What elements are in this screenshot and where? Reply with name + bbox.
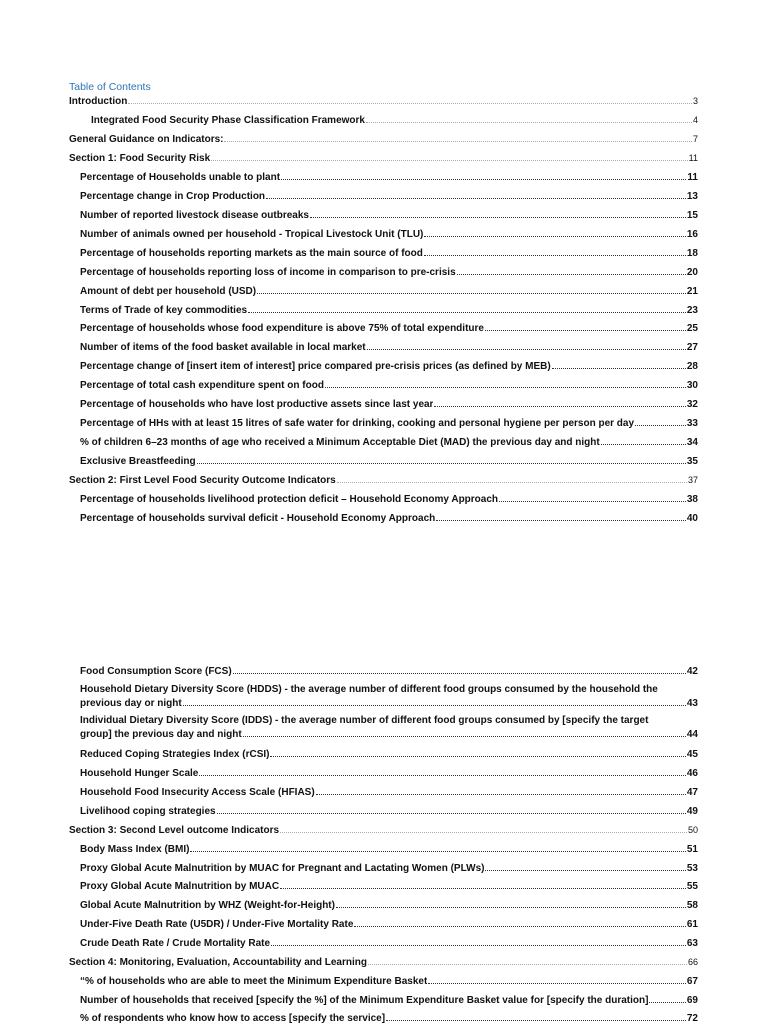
toc-entry[interactable] <box>80 861 698 875</box>
toc-entry[interactable] <box>80 936 698 950</box>
toc-entry-page: 72 <box>686 1013 698 1024</box>
toc-entry-page: 50 <box>687 825 698 835</box>
toc-entry-title: % of children 6–23 months of age who received a Minimum Acceptable Diet (MAD) the previous day and night <box>80 437 600 448</box>
toc-entry-page: 40 <box>686 513 698 524</box>
toc-entry[interactable] <box>80 340 698 354</box>
toc-entry[interactable] <box>80 492 698 506</box>
dot-leader <box>325 378 686 388</box>
dot-leader <box>424 246 686 256</box>
toc-entry-page: 66 <box>687 957 698 967</box>
toc-entry[interactable] <box>80 303 698 317</box>
toc-entry-title: Proxy Global Acute Malnutrition by MUAC <box>80 881 280 892</box>
toc-entry-title: Terms of Trade of key commodities <box>80 305 248 316</box>
toc-entry-title: Percentage of households whose food expenditure is above 75% of total expenditure <box>80 323 484 334</box>
toc-entry[interactable] <box>80 359 698 373</box>
dot-leader <box>190 842 685 852</box>
dot-leader <box>211 151 688 161</box>
toc-entry[interactable] <box>80 766 698 780</box>
toc-entry[interactable] <box>80 246 698 260</box>
dot-leader <box>368 955 687 965</box>
dot-leader <box>428 974 686 984</box>
toc-entry-hdds[interactable] <box>80 683 698 710</box>
dot-leader <box>337 473 687 483</box>
toc-entry-title: Number of items of the food basket available in local market <box>80 342 366 353</box>
dot-leader <box>601 435 686 445</box>
toc-entry-page: 63 <box>686 938 698 949</box>
toc-entry-section-4[interactable] <box>69 955 698 969</box>
toc-entry-page: 28 <box>686 361 698 372</box>
toc-entry-page: 53 <box>686 863 698 874</box>
toc-entry-page: 46 <box>686 768 698 779</box>
dot-leader <box>280 823 687 833</box>
dot-leader <box>366 113 692 123</box>
toc-entry[interactable] <box>80 189 698 203</box>
toc-entry[interactable] <box>80 170 698 184</box>
toc-entry[interactable] <box>80 842 698 856</box>
dot-leader <box>243 727 686 737</box>
toc-entry-title: Section 3: Second Level outcome Indicators <box>69 825 280 836</box>
dot-leader <box>552 359 686 369</box>
toc-entry-section-3[interactable] <box>69 823 698 837</box>
toc-heading: Table of Contents <box>69 81 151 93</box>
toc-entry[interactable] <box>80 974 698 988</box>
toc-entry[interactable] <box>80 785 698 799</box>
toc-entry-title: Food Consumption Score (FCS) <box>80 666 232 677</box>
dot-leader <box>499 492 686 502</box>
toc-entry-page: 44 <box>686 729 698 740</box>
toc-entry-title: “% of households who are able to meet the Minimum Expenditure Basket <box>80 976 428 987</box>
toc-entry-title: Global Acute Malnutrition by WHZ (Weight-for-Height) <box>80 900 335 911</box>
toc-entry[interactable] <box>80 284 698 298</box>
toc-entry-title: Percentage of households survival deficit - Household Economy Approach <box>80 513 436 524</box>
dot-leader <box>436 511 686 521</box>
toc-entry[interactable] <box>80 378 698 392</box>
toc-entry[interactable] <box>80 397 698 411</box>
toc-entry-title: Exclusive Breastfeeding <box>80 456 196 467</box>
toc-entry-title: Livelihood coping strategies <box>80 806 216 817</box>
toc-entry[interactable] <box>80 664 698 678</box>
toc-entry-title: Number of animals owned per household - Tropical Livestock Unit (TLU) <box>80 229 424 240</box>
dot-leader <box>649 993 685 1003</box>
toc-entry[interactable] <box>80 917 698 931</box>
toc-entry-section-2[interactable] <box>69 473 698 487</box>
toc-entry-page: 11 <box>687 172 698 183</box>
dot-leader <box>280 879 686 889</box>
toc-entry-page: 45 <box>686 749 698 760</box>
toc-entry-page: 23 <box>686 305 698 316</box>
toc-entry[interactable] <box>80 227 698 241</box>
toc-entry-idds[interactable] <box>80 714 698 741</box>
toc-entry-title: Amount of debt per household (USD) <box>80 286 257 297</box>
toc-entry-page: 25 <box>686 323 698 334</box>
toc-entry[interactable] <box>80 747 698 761</box>
dot-leader <box>485 321 686 331</box>
toc-entry-page: 30 <box>686 380 698 391</box>
toc-entry-title: Percentage of households reporting loss of income in comparison to pre-crisis <box>80 267 456 278</box>
dot-leader <box>217 804 686 814</box>
toc-entry[interactable] <box>80 321 698 335</box>
toc-entry-title: Percentage of households reporting markets as the main source of food <box>80 248 423 259</box>
toc-entry-title: Section 2: First Level Food Security Outcome Indicators <box>69 475 336 486</box>
dot-leader <box>310 208 686 218</box>
toc-entry-introduction[interactable] <box>69 94 698 108</box>
toc-entry-page: 38 <box>686 494 698 505</box>
toc-entry-title-line1: Individual Dietary Diversity Score (IDDS) - the average number of different food groups consumed by [specify the target <box>80 715 649 726</box>
toc-entry-title: Household Food Insecurity Access Scale (HFIAS) <box>80 787 315 798</box>
dot-leader <box>257 284 686 294</box>
toc-entry-page: 3 <box>692 96 698 106</box>
toc-entry-page: 43 <box>686 698 698 709</box>
toc-entry-page: 7 <box>692 134 698 144</box>
toc-entry-page: 32 <box>686 399 698 410</box>
toc-entry-title: Percentage of households livelihood protection deficit – Household Economy Approach <box>80 494 499 505</box>
toc-entry-title: Household Hunger Scale <box>80 768 199 779</box>
toc-entry[interactable] <box>80 1011 698 1025</box>
toc-entry-page: 37 <box>687 475 698 485</box>
toc-entry[interactable] <box>80 416 698 430</box>
dot-leader <box>281 170 686 180</box>
toc-entry-title: Section 4: Monitoring, Evaluation, Accountability and Learning <box>69 957 367 968</box>
toc-entry-title: Crude Death Rate / Crude Mortality Rate <box>80 938 271 949</box>
toc-entry-title: Percentage change of [insert item of interest] price compared pre-crisis prices (as defined by MEB) <box>80 361 551 372</box>
toc-entry-title: Percentage change in Crop Production <box>80 191 266 202</box>
toc-entry-title-line2: group] the previous day and night <box>80 729 242 740</box>
dot-leader <box>336 898 686 908</box>
toc-entry-title: Introduction <box>69 96 128 107</box>
dot-leader <box>199 766 686 776</box>
dot-leader <box>271 936 686 946</box>
toc-entry-title-line2: previous day or night <box>80 698 182 709</box>
dot-leader <box>367 340 686 350</box>
dot-leader <box>128 94 692 104</box>
toc-entry-title: Number of reported livestock disease outbreaks <box>80 210 309 221</box>
toc-entry-title: General Guidance on Indicators: <box>69 134 224 145</box>
toc-entry-title-line1: Household Dietary Diversity Score (HDDS) - the average number of different food groups consumed by the household the <box>80 684 658 695</box>
toc-entry-page: 67 <box>686 976 698 987</box>
dot-leader <box>485 861 685 871</box>
toc-entry-page: 61 <box>686 919 698 930</box>
toc-entry-title: Proxy Global Acute Malnutrition by MUAC for Pregnant and Lactating Women (PLWs) <box>80 863 485 874</box>
toc-entry-page: 55 <box>686 881 698 892</box>
toc-entry[interactable] <box>80 804 698 818</box>
toc-entry-page: 11 <box>688 153 698 163</box>
dot-leader <box>354 917 685 927</box>
dot-leader <box>270 747 685 757</box>
toc-entry[interactable] <box>80 879 698 893</box>
toc-entry-title: Percentage of households who have lost productive assets since last year <box>80 399 434 410</box>
dot-leader <box>224 132 692 142</box>
toc-entry-page: 47 <box>686 787 698 798</box>
dot-leader <box>248 303 686 313</box>
dot-leader <box>386 1011 686 1021</box>
toc-entry-page: 27 <box>686 342 698 353</box>
toc-entry-general-guidance[interactable] <box>69 132 698 146</box>
dot-leader <box>266 189 686 199</box>
dot-leader <box>316 785 686 795</box>
toc-entry[interactable] <box>80 898 698 912</box>
toc-entry[interactable] <box>80 435 698 449</box>
toc-entry-title: Body Mass Index (BMI) <box>80 844 190 855</box>
toc-entry-title: % of respondents who know how to access [specify the service] <box>80 1013 386 1024</box>
toc-entry-section-1[interactable] <box>69 151 698 165</box>
dot-leader <box>434 397 685 407</box>
dot-leader <box>183 696 686 706</box>
toc-entry-page: 13 <box>686 191 698 202</box>
toc-entry[interactable] <box>80 993 698 1007</box>
toc-entry-page: 18 <box>686 248 698 259</box>
toc-entry-title: Number of households that received [specify the %] of the Minimum Expenditure Basket value for [specify the duration] <box>80 995 649 1006</box>
toc-entry-page: 21 <box>686 286 698 297</box>
toc-entry-page: 15 <box>686 210 698 221</box>
toc-entry-title: Percentage of total cash expenditure spent on food <box>80 380 324 391</box>
toc-entry[interactable] <box>80 511 698 525</box>
toc-entry-title: Under-Five Death Rate (U5DR) / Under-Five Mortality Rate <box>80 919 354 930</box>
toc-entry-page: 35 <box>686 456 698 467</box>
toc-entry-page: 42 <box>686 666 698 677</box>
toc-entry-page: 51 <box>686 844 698 855</box>
toc-entry-page: 34 <box>686 437 698 448</box>
toc-entry-page: 49 <box>686 806 698 817</box>
dot-leader <box>233 664 686 674</box>
toc-entry-title: Section 1: Food Security Risk <box>69 153 211 164</box>
toc-entry-title: Integrated Food Security Phase Classification Framework <box>91 115 365 126</box>
toc-entry-title: Percentage of Households unable to plant <box>80 172 281 183</box>
toc-entry-page: 20 <box>686 267 698 278</box>
dot-leader <box>457 265 686 275</box>
toc-entry-page: 69 <box>686 995 698 1006</box>
toc-entry-title: Percentage of HHs with at least 15 litres of safe water for drinking, cooking and personal hygiene per person per day <box>80 418 635 429</box>
toc-entry-page: 58 <box>686 900 698 911</box>
dot-leader <box>197 454 686 464</box>
toc-entry[interactable] <box>80 208 698 222</box>
toc-entry[interactable] <box>80 265 698 279</box>
toc-entry-page: 4 <box>692 115 698 125</box>
toc-entry[interactable] <box>80 454 698 468</box>
toc-entry-page: 33 <box>686 418 698 429</box>
toc-entry-ipc-framework[interactable] <box>91 113 698 127</box>
dot-leader <box>635 416 686 426</box>
dot-leader <box>424 227 686 237</box>
toc-entry-page: 16 <box>686 229 698 240</box>
toc-entry-title: Reduced Coping Strategies Index (rCSI) <box>80 749 270 760</box>
